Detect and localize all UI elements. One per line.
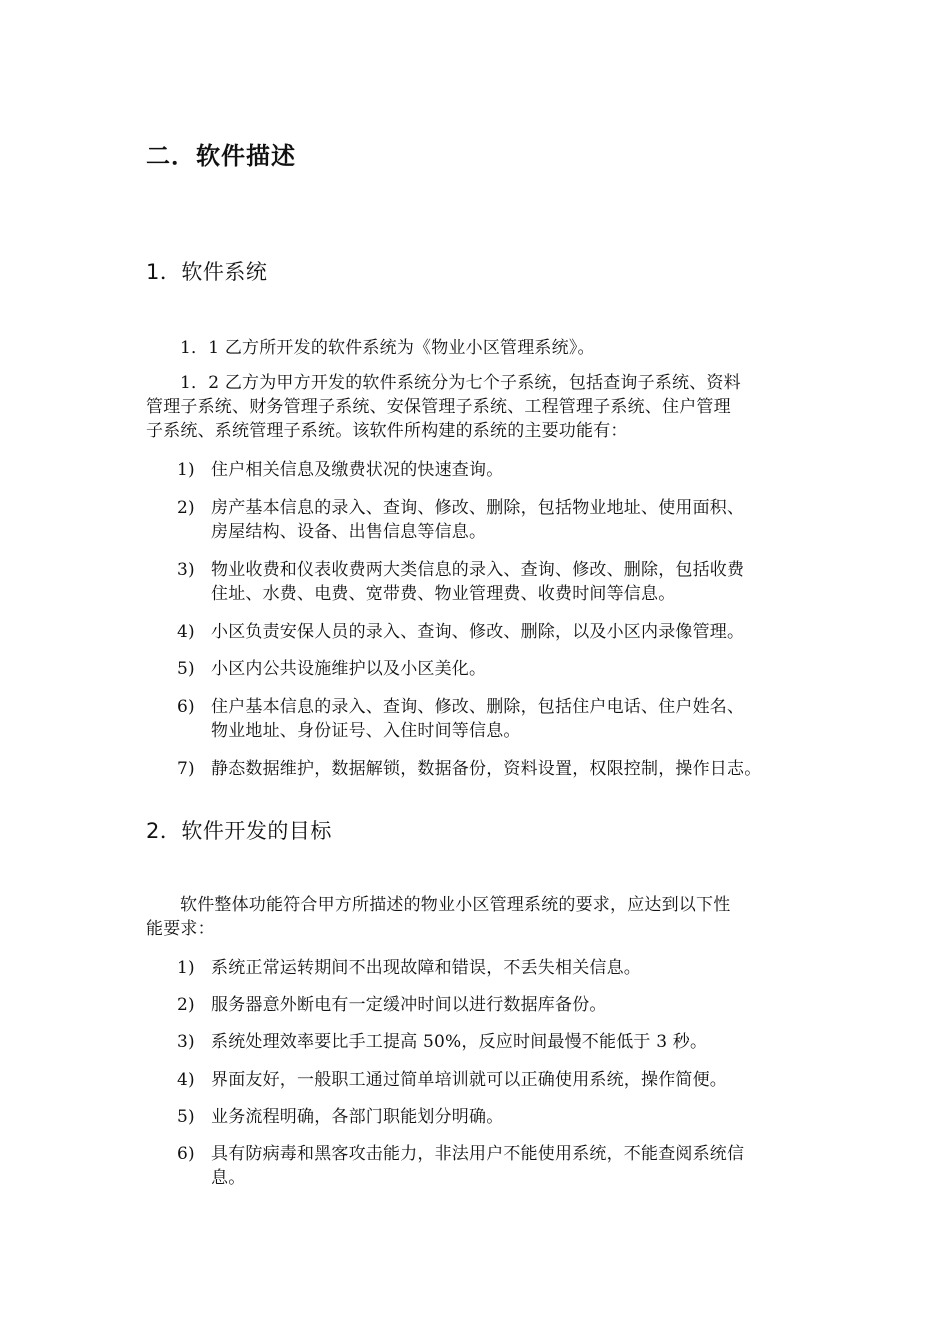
list-text: 住址、水费、电费、宽带费、物业管理费、收费时间等信息。 — [211, 584, 676, 604]
paragraph-line: 子系统、系统管理子系统。该软件所构建的系统的主要功能有： — [146, 421, 628, 441]
paragraph-line: 1．2 乙方为甲方开发的软件系统分为七个子系统，包括查询子系统、资料 — [180, 373, 741, 393]
list-number: 2) — [177, 498, 195, 518]
paragraph-goals-intro — [146, 893, 818, 941]
list-number: 2) — [177, 995, 195, 1015]
list-number: 5) — [177, 659, 195, 679]
list-text: 系统处理效率要比手工提高 50%，反应时间最慢不能低于 3 秒。 — [211, 1032, 708, 1052]
list-number: 5) — [177, 1107, 195, 1127]
list-number: 3) — [177, 560, 195, 580]
paragraph-1-2 — [146, 371, 818, 443]
list-number: 6) — [177, 697, 195, 717]
list-text: 系统正常运转期间不出现故障和错误，不丢失相关信息。 — [211, 958, 641, 978]
list-text: 小区负责安保人员的录入、查询、修改、删除，以及小区内录像管理。 — [211, 622, 745, 642]
list-text: 物业收费和仪表收费两大类信息的录入、查询、修改、删除，包括收费 — [211, 560, 745, 580]
heading-development-goals: 2．软件开发的目标 — [146, 819, 332, 843]
heading-software-system: 1．软件系统 — [146, 260, 268, 284]
list-number: 1) — [177, 958, 195, 978]
list-number: 4) — [177, 1070, 195, 1090]
list-text: 界面友好，一般职工通过简单培训就可以正确使用系统，操作简便。 — [211, 1070, 727, 1090]
list-text: 具有防病毒和黑客攻击能力，非法用户不能使用系统，不能查阅系统信 — [211, 1144, 745, 1164]
paragraph-1-1: 1．1 乙方所开发的软件系统为《物业小区管理系统》。 — [180, 338, 595, 358]
section-title: 二．软件描述 — [146, 142, 296, 170]
paragraph-line: 软件整体功能符合甲方所描述的物业小区管理系统的要求，应达到以下性 — [180, 895, 731, 915]
list-text: 小区内公共设施维护以及小区美化。 — [211, 659, 487, 679]
list-number: 4) — [177, 622, 195, 642]
list-text: 物业地址、身份证号、入住时间等信息。 — [211, 721, 521, 741]
list-text: 房产基本信息的录入、查询、修改、删除，包括物业地址、使用面积、 — [211, 498, 745, 518]
list-text: 住户基本信息的录入、查询、修改、删除，包括住户电话、住户姓名、 — [211, 697, 745, 717]
list-number: 6) — [177, 1144, 195, 1164]
list-number: 3) — [177, 1032, 195, 1052]
paragraph-line: 能要求： — [146, 919, 215, 939]
list-text: 息。 — [211, 1168, 246, 1188]
list-text: 业务流程明确，各部门职能划分明确。 — [211, 1107, 504, 1127]
list-text: 房屋结构、设备、出售信息等信息。 — [211, 522, 487, 542]
list-text: 服务器意外断电有一定缓冲时间以进行数据库备份。 — [211, 995, 607, 1015]
list-text: 静态数据维护，数据解锁，数据备份，资料设置，权限控制，操作日志。 — [211, 759, 762, 779]
paragraph-line: 管理子系统、财务管理子系统、安保管理子系统、工程管理子系统、住户管理 — [146, 397, 731, 417]
list-text: 住户相关信息及缴费状况的快速查询。 — [211, 460, 504, 480]
list-number: 1) — [177, 460, 195, 480]
list-number: 7) — [177, 759, 195, 779]
